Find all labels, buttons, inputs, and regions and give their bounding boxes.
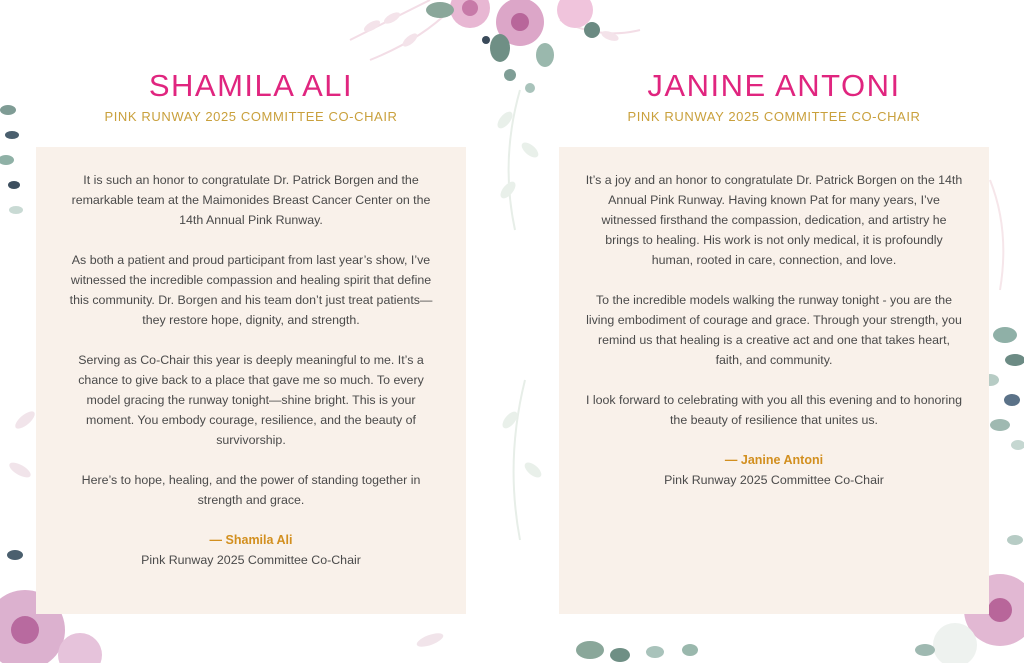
right-paragraph-1: It’s a joy and an honor to congratulate Dr. Patrick Borgen on the 14th Annual Pink Runway. Having known Pat for many years, I’ve witnessed firsthand the compassion, dedication, and artistry he brings to healing. His work is not only medical, it is profoundly human, rooted in care, connection, and love. — [585, 173, 963, 267]
left-paragraph-3: Serving as Co-Chair this year is deeply meaningful to me. It’s a chance to give back to a place that gave me so much. To every model gracing the runway tonight—shine bright. This is your moment. You embody courage, resilience, and the beauty of survivorship. — [78, 353, 424, 447]
left-name-heading: SHAMILA ALI — [148, 68, 354, 103]
right-signature-role: Pink Runway 2025 Committee Co-Chair — [664, 473, 884, 487]
left-letter-card — [36, 147, 466, 614]
right-paragraph-2: To the incredible models walking the runway tonight - you are the living embodiment of courage and grace. Through your strength, you remind us that healing is a creative act and one that takes heart, faith, and community. — [586, 293, 962, 367]
right-signature: — Janine Antoni — [724, 453, 824, 467]
left-paragraph-1: It is such an honor to congratulate Dr. Patrick Borgen and the remarkable team at the Maimonides Breast Cancer Center on the 14th Annual Pink Runway. — [71, 173, 431, 227]
right-paragraph-3: I look forward to celebrating with you all this evening and to honoring the beauty of resilience that unites us. — [585, 393, 963, 427]
left-signature: — Shamila Ali — [209, 533, 293, 547]
left-paragraph-2: As both a patient and proud participant from last year’s show, I’ve witnessed the incredible compassion and healing spirit that define this community. Dr. Borgen and his team don’t just treat patients—they restore hope, dignity, and strength. — [69, 253, 433, 327]
left-role-subtitle: PINK RUNWAY 2025 COMMITTEE CO-CHAIR — [104, 109, 398, 124]
left-signature-role: Pink Runway 2025 Committee Co-Chair — [141, 553, 361, 567]
left-paragraph-4: Here’s to hope, healing, and the power of standing together in strength and grace. — [81, 473, 421, 507]
right-role-subtitle: PINK RUNWAY 2025 COMMITTEE CO-CHAIR — [627, 109, 921, 124]
right-name-heading: JANINE ANTONI — [647, 68, 901, 103]
right-letter-card — [559, 147, 989, 614]
